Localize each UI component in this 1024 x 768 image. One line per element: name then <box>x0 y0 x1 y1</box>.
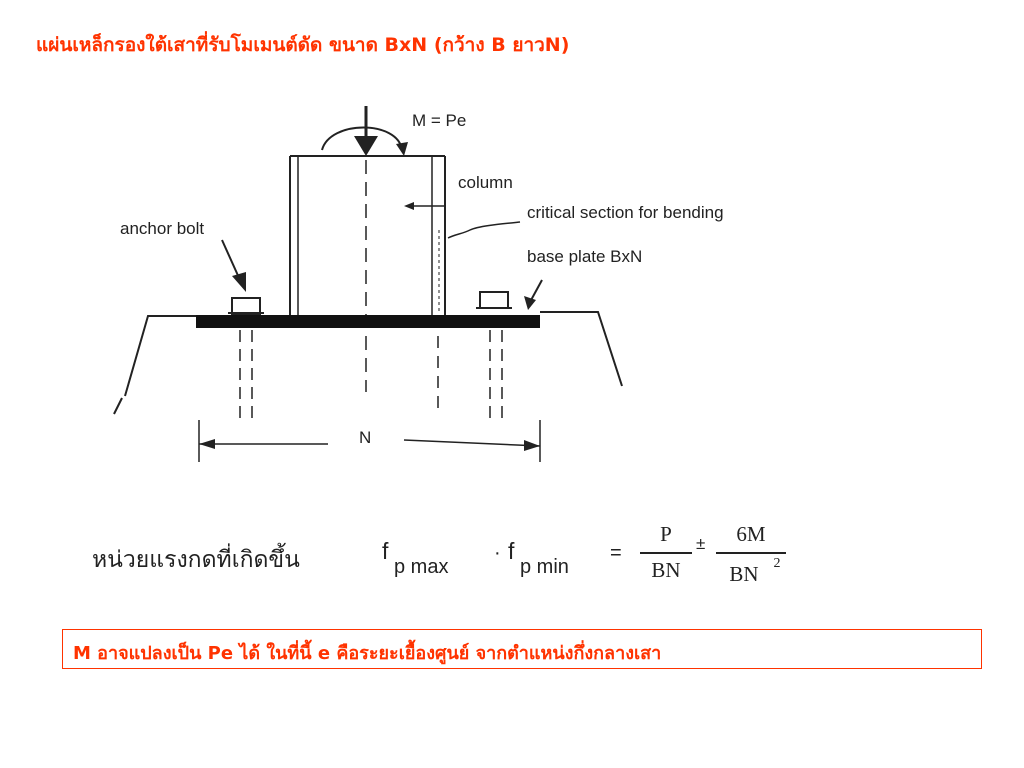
dimension-arrow-right <box>524 440 540 451</box>
dimension-label: N <box>359 428 372 447</box>
frac2-numerator: 6M <box>736 522 766 546</box>
f-max-subscript: p max <box>394 556 449 578</box>
frac2-denominator-exponent: 2 <box>773 556 781 571</box>
frac1-numerator: P <box>660 522 672 546</box>
formula-thai-label: หน่วยแรงกดที่เกิดขึ้น <box>92 547 300 573</box>
slide-title: แผ่นเหล็กรองใต้เสาที่รับโมเมนต์ดัด ขนาด BxN (กว้าง B ยาวN) <box>36 34 570 56</box>
stress-formula <box>92 522 812 602</box>
note-text: M อาจแปลงเป็น Pe ได้ ในที่นี้ e คือระยะเยื้องศูนย์ จากตำแหน่งกึ่งกลางเสา <box>73 643 662 664</box>
f-min-symbol: f <box>508 538 515 564</box>
anchor-bolt-pointer <box>222 240 240 280</box>
dimension-line-right <box>404 440 540 446</box>
load-arrowhead <box>354 136 378 156</box>
base-plate-label: base plate BxN <box>527 247 643 266</box>
anchor-bolt-label: anchor bolt <box>120 219 205 238</box>
formula-plusminus: ± <box>696 534 706 553</box>
frac2-denominator: BN <box>729 562 759 586</box>
base-plate-pointer-head <box>524 296 536 310</box>
frac1-denominator: BN <box>651 558 681 582</box>
moment-arc-arrowhead <box>396 142 408 156</box>
note-box <box>62 629 982 669</box>
f-min-subscript: p min <box>520 556 569 578</box>
formula-separator: · <box>494 542 501 564</box>
pedestal-left-tick <box>114 398 122 414</box>
right-bolt-nut <box>480 292 508 308</box>
anchor-bolt-pointer-head <box>232 272 246 292</box>
left-bolt-nut <box>232 298 260 314</box>
pedestal-right-edge <box>540 312 622 386</box>
critical-section-pointer <box>448 222 520 238</box>
frac2-bar <box>716 552 786 554</box>
formula-equals: = <box>610 542 622 564</box>
dimension-arrow-left <box>199 439 215 449</box>
critical-section-label: critical section for bending <box>527 203 724 222</box>
frac1-bar <box>640 552 692 554</box>
column-pointer-head <box>404 202 414 210</box>
moment-label: M = Pe <box>412 111 467 130</box>
base-plate <box>196 315 540 328</box>
column-label: column <box>458 173 513 192</box>
f-max-symbol: f <box>382 538 389 564</box>
pedestal-left-edge <box>125 316 196 396</box>
